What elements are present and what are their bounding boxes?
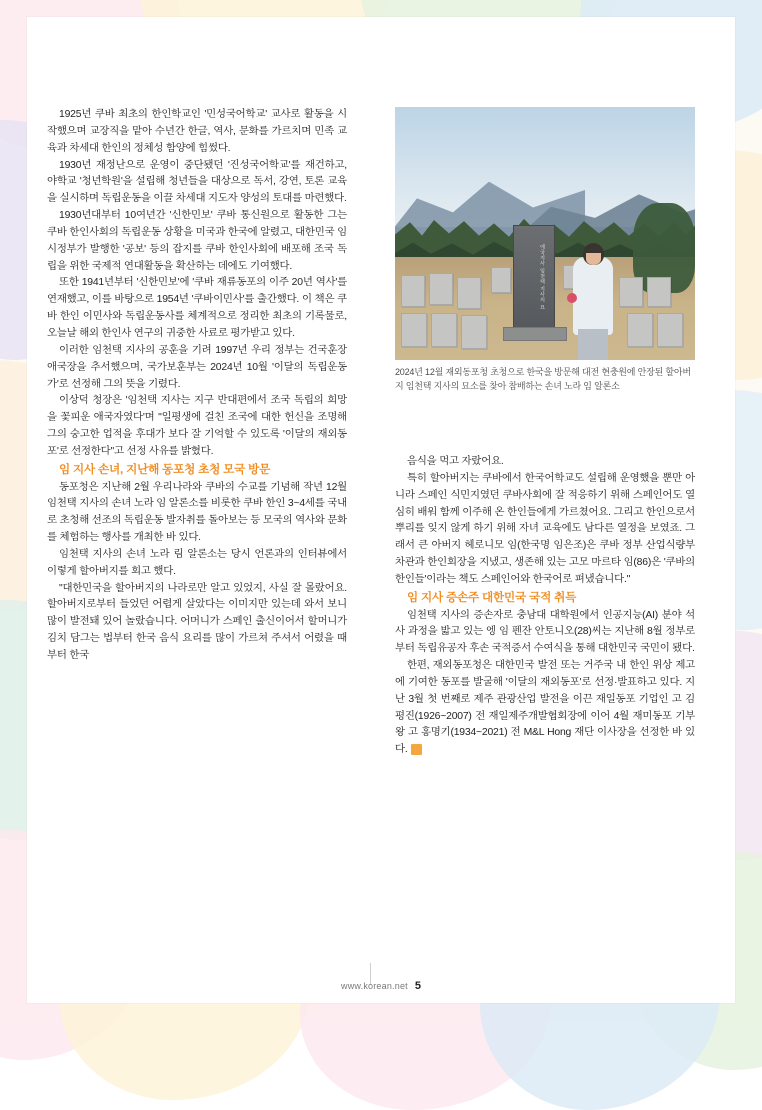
memorial-headstone bbox=[513, 225, 555, 335]
article-content bbox=[27, 17, 735, 1003]
footer-url[interactable]: www.korean.net bbox=[341, 981, 408, 991]
grave-marker bbox=[647, 277, 671, 307]
grave-marker bbox=[429, 273, 453, 305]
paragraph: 또한 1941년부터 '신한민보'에 '쿠바 재류동포의 이주 20년 역사'를 연재했고, 이를 바탕으로 1954년 '쿠바이민사'를 출간했다. 이 책은 쿠바 한인 이민사와 독립운동사를 체계적으로 정리한 최초의 기록물로, 오늘날 해외 한인사 연구의 귀중한 사료로 평가받고 있다. bbox=[47, 277, 347, 339]
right-column bbox=[395, 454, 695, 759]
grave-marker bbox=[491, 267, 511, 293]
paragraph: 동포청은 지난해 2월 우리나라와 쿠바의 수교를 기념해 작년 12월 임천택 지사의 손녀 노라 임 알론소를 비롯한 쿠바 한인 3~4세를 국내로 초청해 선조의 독립운동 발자취를 돌아보는 등 모국의 역사와 문화를 체험하는 행사를 개최한 바 있다. bbox=[47, 481, 347, 544]
grave-marker bbox=[457, 277, 481, 309]
paragraph: 1930년대부터 10여년간 '신한민보' 쿠바 통신원으로 활동한 그는 쿠바 한인사회의 독립운동 상황을 미국과 한국에 알렸고, 대한민국 임시정부가 발행한 '공보' 등의 잡지를 쿠바 한인사회에 배포해 조국 독립을 위한 국제적 연대활동을 확산하는 데에도 기여했다. bbox=[47, 210, 347, 272]
paragraph: 1925년 쿠바 최초의 한인학교인 '민성국어학교' 교사로 활동을 시작했으며 교장직을 맡아 수년간 한글, 역사, 문화를 가르치며 민족 교육과 차세대 한인의 정체성 함양에 힘썼다. bbox=[47, 109, 347, 154]
paragraph: 임천택 지사의 증손자로 충남대 대학원에서 인공지능(AI) 분야 석사 과정을 밟고 있는 엥 임 펜잔 안토니오(28)씨는 지난해 8월 정부로부터 독립유공자 후손 국적증서 수여식을 통해 대한민국 국민이 됐다. bbox=[395, 609, 695, 655]
visitor-figure bbox=[573, 257, 613, 335]
memorial-photo bbox=[395, 107, 695, 360]
flower-icon bbox=[567, 293, 577, 303]
section-subheading: 임 지사 증손주 대한민국 국적 취득 bbox=[407, 590, 577, 604]
paragraph: 특히 할아버지는 쿠바에서 한국어학교도 설립해 운영했을 뿐만 아니라 스페인 식민지였던 쿠바사회에 잘 적응하기 위해 스페인어도 열심히 배워 함께 이주해 온 한인들에게 가르쳤어요. 그리고 한인으로서 뿌리를 잊지 않게 하기 위해 자녀 교육에도 남다른 열정을 보였죠. 그래서 큰 아버지 헤로니모 임(한국명 임은조)은 쿠바 정부 산업식량부 차관과 한인회장을 지냈고, 생존해 있는 고모 마르타 임(86)은 '쿠바의 한인들'이라는 책도 스페인어와 한국어로 펴냈습니다." bbox=[395, 472, 695, 585]
page-number: 5 bbox=[414, 980, 421, 992]
paragraph bbox=[395, 658, 695, 759]
visitor-legs bbox=[578, 329, 608, 360]
paragraph: 1930년 재정난으로 운영이 중단됐던 '진성국어학교'를 재건하고, 야학교 '청년학원'을 설립해 청년들을 대상으로 독서, 강연, 토론 교육을 실시하며 독립운동을 이끌 차세대 지도자 양성의 토대를 마련했다. bbox=[47, 159, 347, 205]
grave-marker bbox=[401, 313, 427, 347]
paragraph: 음식을 먹고 자랐어요. bbox=[407, 456, 504, 467]
paragraph: 이러한 임천택 지사의 공훈을 기려 1997년 우리 정부는 건국훈장 애국장을 추서했으며, 국가보훈부는 2024년 10월 '이달의 독립운동가'로 선정해 그의 뜻을 기렸다. bbox=[47, 344, 347, 390]
headstone-base bbox=[503, 327, 567, 341]
paragraph: 이상덕 청장은 '임천택 지사는 지구 반대편에서 조국 독립의 희망을 꽃피운 애국자였다'며 "일평생에 걸친 조국에 대한 헌신을 조명해 그의 숭고한 업적을 후대가 보다 잘 기억할 수 있도록 '이달의 재외동포'로 선정한다"고 선정 사유를 밝혔다. bbox=[47, 395, 347, 457]
visitor-face bbox=[586, 253, 601, 265]
headstone-inscription: 애국지사 임천택 지사의 묘 bbox=[539, 243, 545, 311]
section-subheading: 임 지사 손녀, 지난해 동포청 초청 모국 방문 bbox=[59, 462, 271, 476]
paragraph-text: 한편, 재외동포청은 대한민국 발전 또는 거주국 내 한인 위상 제고에 기여한 동포를 발굴해 '이달의 재외동포'로 선정·발표하고 있다. 지난 3월 첫 번째로 제주 관광산업 발전을 이끈 재일동포 기업인 고 김평진(1926~2007) 전 재일제주개발협회장에 이어 4월 재미동포 기부왕 고 홍명기(1934~2021) 전 M&L Hong 재단 이사장을 선정한 바 있다. bbox=[395, 660, 695, 756]
grave-marker bbox=[401, 275, 425, 307]
end-mark-icon: 한 bbox=[411, 744, 422, 755]
article-photo-block bbox=[395, 107, 695, 393]
grave-marker bbox=[627, 313, 653, 347]
left-column bbox=[47, 107, 347, 665]
photo-caption: 2024년 12월 재외동포청 초청으로 한국을 방문해 대전 현충원에 안장된 할아버지 임천택 지사의 묘소를 찾아 참배하는 손녀 노라 임 알론소 bbox=[395, 367, 691, 391]
grave-marker bbox=[461, 315, 487, 349]
paragraph: "대한민국을 할아버지의 나라로만 알고 있었지, 사실 잘 몰랐어요. 할아버지로부터 들었던 어렵게 살았다는 이미지만 있는데 와서 보니 많이 발전돼 있어 놀랐습니다. 어머니가 스페인 출신이어서 할머니가 김치 담그는 법부터 한국 음식 요리를 많이 가르쳐 주셔서 어렸을 때부터 한국 bbox=[47, 582, 347, 661]
grave-marker bbox=[657, 313, 683, 347]
page-footer bbox=[27, 969, 735, 1003]
grave-marker bbox=[431, 313, 457, 347]
grave-marker bbox=[619, 277, 643, 307]
paragraph: 임천택 지사의 손녀 노라 림 알론소는 당시 언론과의 인터뷰에서 이렇게 할아버지를 회고 했다. bbox=[47, 548, 347, 577]
